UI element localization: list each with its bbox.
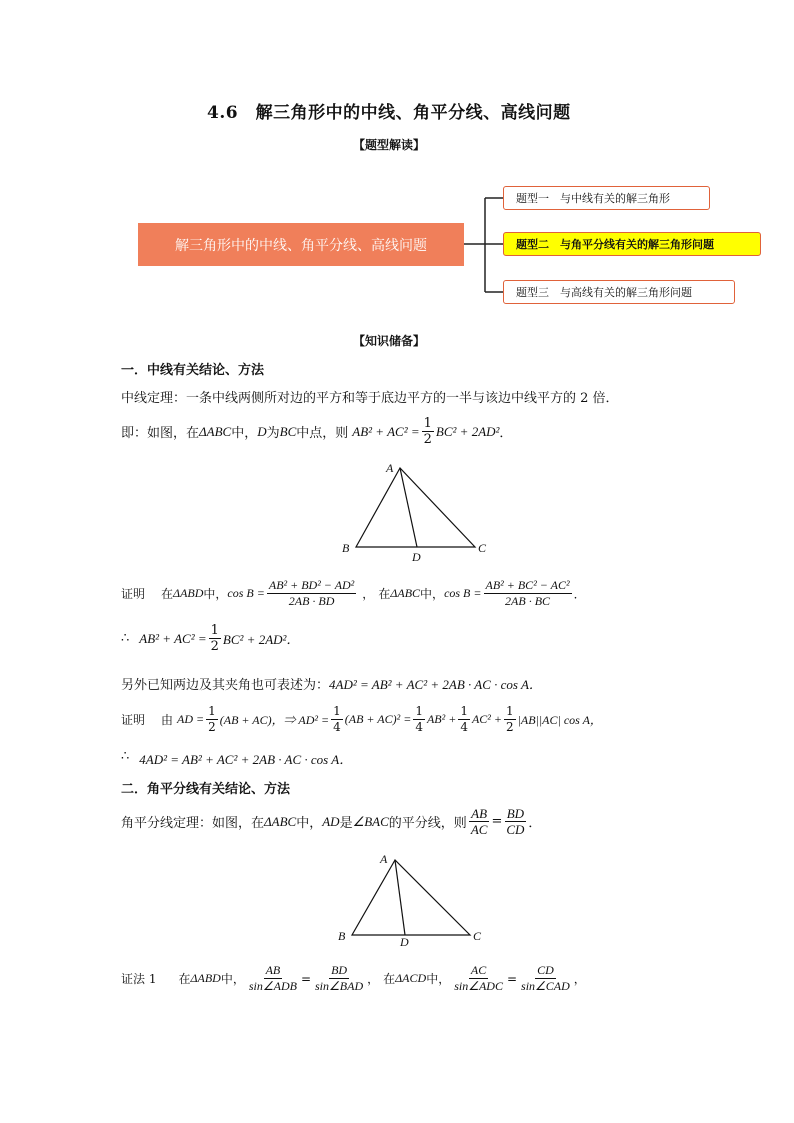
cos-den-2: 2AB · BC	[505, 594, 551, 608]
type-two-box: 题型二 与角平分线有关的解三角形问题	[503, 232, 761, 256]
bisector-triangle-figure	[325, 848, 495, 948]
sine-fraction-3	[452, 963, 505, 994]
vector-ac-square: AC² +	[471, 712, 502, 726]
sine-num-4: CD	[537, 963, 554, 977]
cos-num-1: AB² + BD² − AD²	[268, 578, 355, 592]
quarter-den: 4	[460, 720, 468, 734]
label-a: A	[380, 852, 388, 866]
theorem-triangle: ΔABC	[264, 813, 297, 829]
proof-label: 证明	[121, 713, 146, 727]
vector-ad: AD =	[177, 712, 205, 726]
sine-den-4: sin∠CAD	[521, 979, 570, 993]
half-num: 1	[210, 623, 219, 638]
median-alternative	[121, 674, 542, 693]
median-proof-2	[121, 704, 602, 735]
quarter-den: 4	[415, 720, 423, 734]
median-example	[121, 416, 512, 447]
question-types-heading: 【题型解读】	[353, 138, 426, 152]
quarter-num: 1	[460, 704, 468, 718]
theorem-segment: AD	[322, 813, 340, 829]
section1-heading: 一．中线有关结论、方法	[121, 363, 265, 378]
example-text: 中点，则	[296, 426, 349, 441]
half-fraction	[422, 416, 434, 447]
quarter-fraction	[458, 704, 470, 735]
vector-dot: |AB||AC| cos A，	[517, 713, 602, 727]
sine-fraction-2	[313, 963, 365, 994]
proof-triangle: ΔACD	[395, 971, 427, 985]
label-b: B	[338, 929, 346, 943]
cos-fraction-1	[267, 578, 356, 609]
sine-den-3: sin∠ADC	[454, 979, 503, 993]
proof-label: 证法 1	[121, 972, 157, 986]
half-den: 2	[208, 720, 216, 734]
quarter-fraction	[413, 704, 425, 735]
ratio-fraction-2	[504, 806, 526, 837]
alternative-formula: 4AD² = AB² + AC² + 2AB · AC · cos A．	[329, 677, 542, 692]
proof-end: ，	[573, 972, 586, 986]
proof-triangle: ΔABD	[190, 971, 221, 985]
example-triangle: ΔABC	[199, 423, 232, 439]
proof-triangle: ΔABD	[173, 586, 204, 600]
sine-fraction-4	[519, 963, 572, 994]
half-fraction	[206, 704, 218, 735]
bisector-proof: 证法 1 在 ΔABD 中， $\frac{AB}{\text{sin∠ADB}}$ = $\frac{BD}{\text{sin∠BAD}}$ ， 在 ΔACD 中， $\frac{AC}{\text{sin∠ADC}}$ = $\frac{CD}{\text{sin∠CAD}}$ ，	[121, 963, 586, 993]
median-conclusion-2	[121, 749, 352, 768]
therefore-symbol: ∴	[121, 631, 130, 646]
median-conclusion-1	[121, 623, 299, 654]
half-num: 1	[208, 704, 216, 718]
proof-text: 在	[161, 587, 174, 601]
label-c: C	[478, 541, 487, 555]
label-d: D	[400, 935, 409, 948]
alternative-text: 另外已知两边及其夹角也可表述为：	[121, 678, 330, 693]
proof-cos: cos B =	[227, 586, 265, 600]
vector-sum: (AB + AC)，⇒ AD² =	[219, 713, 330, 727]
ratio-den-1: AC	[470, 822, 488, 837]
conclusion-right: BC² + 2AD²．	[222, 632, 300, 647]
vector-square: (AB + AC)² =	[344, 712, 412, 726]
sine-num-1: AB	[265, 963, 281, 977]
therefore-symbol: ∴	[121, 749, 130, 764]
quarter-den: 4	[333, 720, 341, 734]
half-num: 1	[505, 704, 514, 718]
half-num: 1	[423, 416, 432, 431]
mindmap-root: 解三角形中的中线、角平分线、高线问题	[138, 223, 464, 266]
proof-text: 中，	[203, 587, 228, 601]
proof-text: 由	[161, 713, 174, 727]
proof-label: 证明	[121, 587, 146, 601]
example-prefix: 即：如图，在	[121, 426, 200, 441]
half-den: 2	[210, 639, 219, 654]
proof-cos: cos B =	[444, 586, 482, 600]
proof-text: 中，	[426, 972, 451, 986]
formula-end: ．	[499, 426, 513, 441]
example-text: 为	[266, 426, 280, 441]
sine-num-3: AC	[470, 963, 487, 977]
example-point-d: D	[257, 423, 267, 439]
half-fraction	[209, 623, 221, 654]
formula-left: AB² + AC² =	[352, 423, 420, 439]
label-a: A	[386, 461, 394, 475]
half-fraction	[504, 704, 516, 735]
ratio-fraction-1	[469, 806, 490, 837]
ratio-num-1: AB	[471, 806, 488, 821]
label-d: D	[412, 550, 421, 564]
formula-right: BC² + 2AD²	[435, 423, 500, 439]
label-c: C	[473, 929, 482, 943]
half-den: 2	[423, 432, 432, 447]
knowledge-heading: 【知识储备】	[353, 334, 426, 348]
cos-den-1: 2AB · BD	[288, 594, 335, 608]
label-b: B	[342, 541, 350, 555]
proof-text: 中，	[420, 587, 445, 601]
proof-triangle: ΔABC	[390, 586, 421, 600]
theorem-text: 角平分线定理：如图，在	[121, 816, 265, 831]
median-triangle-figure	[330, 458, 500, 568]
theorem-end: ．	[528, 816, 542, 831]
theorem-angle: ∠BAC	[352, 813, 389, 829]
proof-text: 中，	[220, 972, 245, 986]
median-proof-1: 证明 在 ΔABD 中， cos B = $\frac{\text{AB² + BD² − AD²}}{2AB \cdot BD}$ ， 在 ΔABC 中， cos B = $\frac{\text{AB² + BC² − AC²}}{2AB \cdot BC}$ ．	[121, 578, 586, 608]
theorem-text: 是	[339, 816, 353, 831]
quarter-fraction	[331, 704, 343, 735]
ratio-den-2: CD	[506, 822, 525, 837]
example-segment-bc: BC	[279, 423, 297, 439]
proof-text: 在	[378, 587, 391, 601]
quarter-num: 1	[415, 704, 423, 718]
quarter-num: 1	[333, 704, 341, 718]
theorem-text: 中，	[296, 816, 323, 831]
type-three-box: 题型三 与高线有关的解三角形问题	[503, 280, 735, 304]
section2-heading: 二．角平分线有关结论、方法	[121, 782, 291, 797]
sine-den-1: sin∠ADB	[248, 979, 297, 993]
proof-text: 在	[383, 972, 396, 986]
sine-den-2: sin∠BAD	[315, 979, 364, 993]
bisector-theorem: 角平分线定理：如图，在 ΔABC 中， AD 是 ∠BAC 的平分线，则 $\frac{AB}{AC}$ = $\frac{BD}{CD}$ ．	[121, 806, 542, 837]
cos-fraction-2	[484, 578, 572, 609]
sine-num-2: BD	[331, 963, 348, 977]
half-den: 2	[505, 720, 514, 734]
sine-fraction-1	[247, 963, 299, 994]
vector-ab-square: AB² +	[426, 712, 457, 726]
conclusion-formula: 4AD² = AB² + AC² + 2AB · AC · cos A．	[139, 752, 353, 767]
conclusion-left: AB² + AC² =	[139, 630, 207, 646]
theorem-text: 的平分线，则	[388, 816, 467, 831]
cos-num-2: AB² + BC² − AC²	[485, 578, 570, 592]
proof-text: 在	[178, 972, 191, 986]
example-text: 中，	[231, 426, 258, 441]
median-theorem: 中线定理：一条中线两侧所对边的平方和等于底边平方的一半与该边中线平方的 2 倍．	[121, 391, 619, 406]
ratio-num-2: BD	[506, 806, 525, 821]
page-title: 4.6 解三角形中的中线、角平分线、高线问题	[207, 103, 571, 123]
type-one-box: 题型一 与中线有关的解三角形	[503, 186, 710, 210]
